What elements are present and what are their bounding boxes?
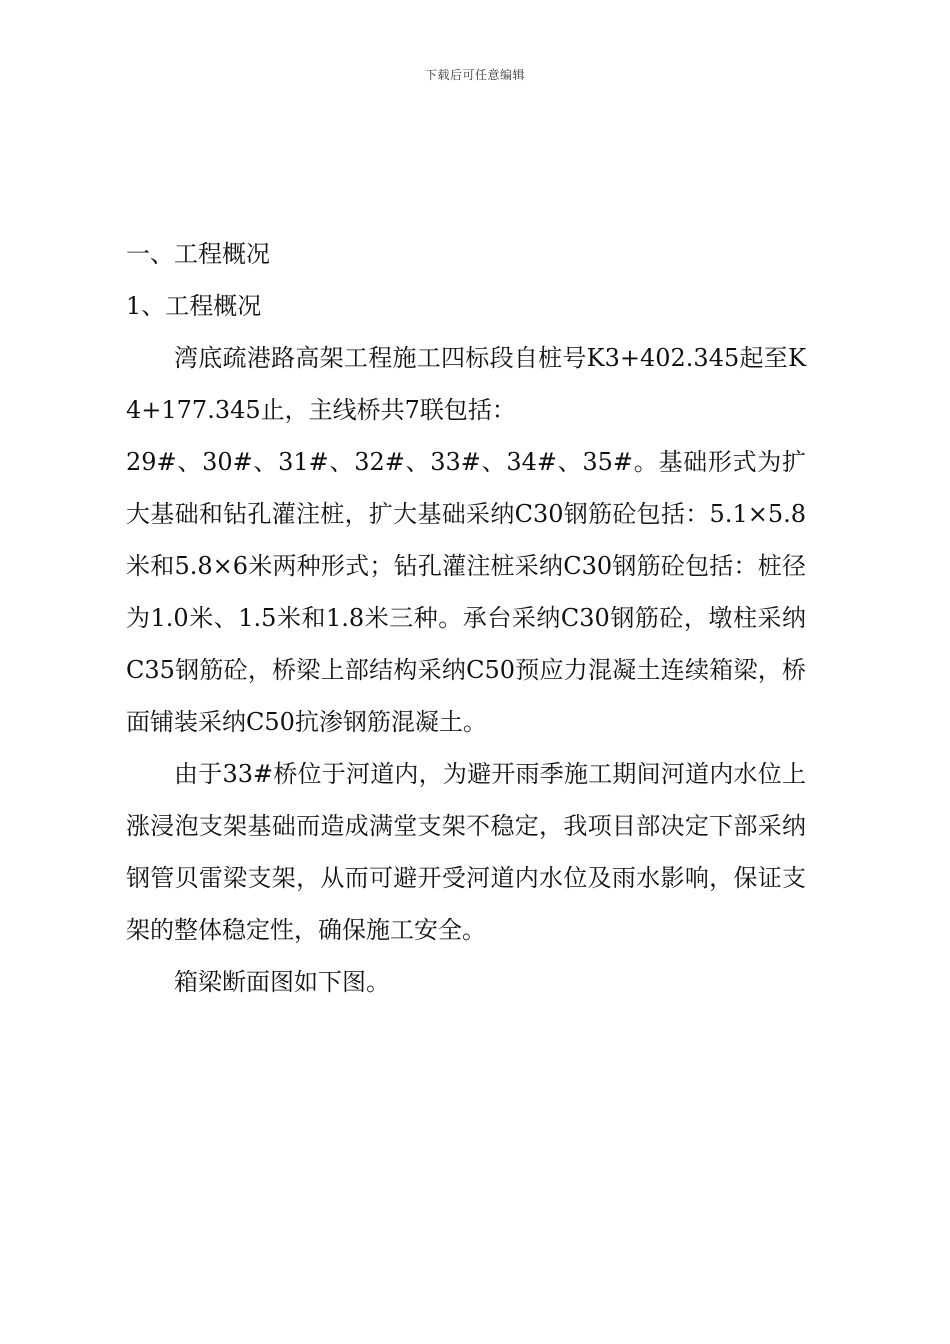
- paragraph-figure-reference: 箱梁断面图如下图。: [174, 968, 390, 996]
- subsection-title: 1、工程概况: [126, 292, 262, 320]
- paragraph-project-scope: 湾底疏港路高架工程施工四标段自桩号K3+402.345起至K4+177.345止，主线桥共7联包括：: [126, 344, 806, 424]
- page-header-note: 下载后可任意编辑: [424, 68, 525, 82]
- paragraph-support-decision: 由于33#桥位于河道内，为避开雨季施工期间河道内水位上涨浸泡支架基础而造成满堂支架不稳定，我项目部决定下部采纳钢管贝雷梁支架，从而可避开受河道内水位及雨水影响，保证支架的整体稳定性，确保施工安全。: [126, 760, 806, 944]
- section-title: 一、工程概况: [126, 240, 270, 268]
- document-body: [126, 228, 806, 1008]
- paragraph-foundation-details: 29#、30#、31#、32#、33#、34#、35#。基础形式为扩大基础和钻孔灌注桩，扩大基础采纳C30钢筋砼包括：5.1×5.8米和5.8×6米两种形式；钻孔灌注桩采纳C30钢筋砼包括：桩径为1.0米、1.5米和1.8米三种。承台采纳C30钢筋砼，墩柱采纳C35钢筋砼，桥梁上部结构采纳C50预应力混凝土连续箱梁，桥面铺装采纳C50抗渗钢筋混凝土。: [126, 448, 806, 736]
